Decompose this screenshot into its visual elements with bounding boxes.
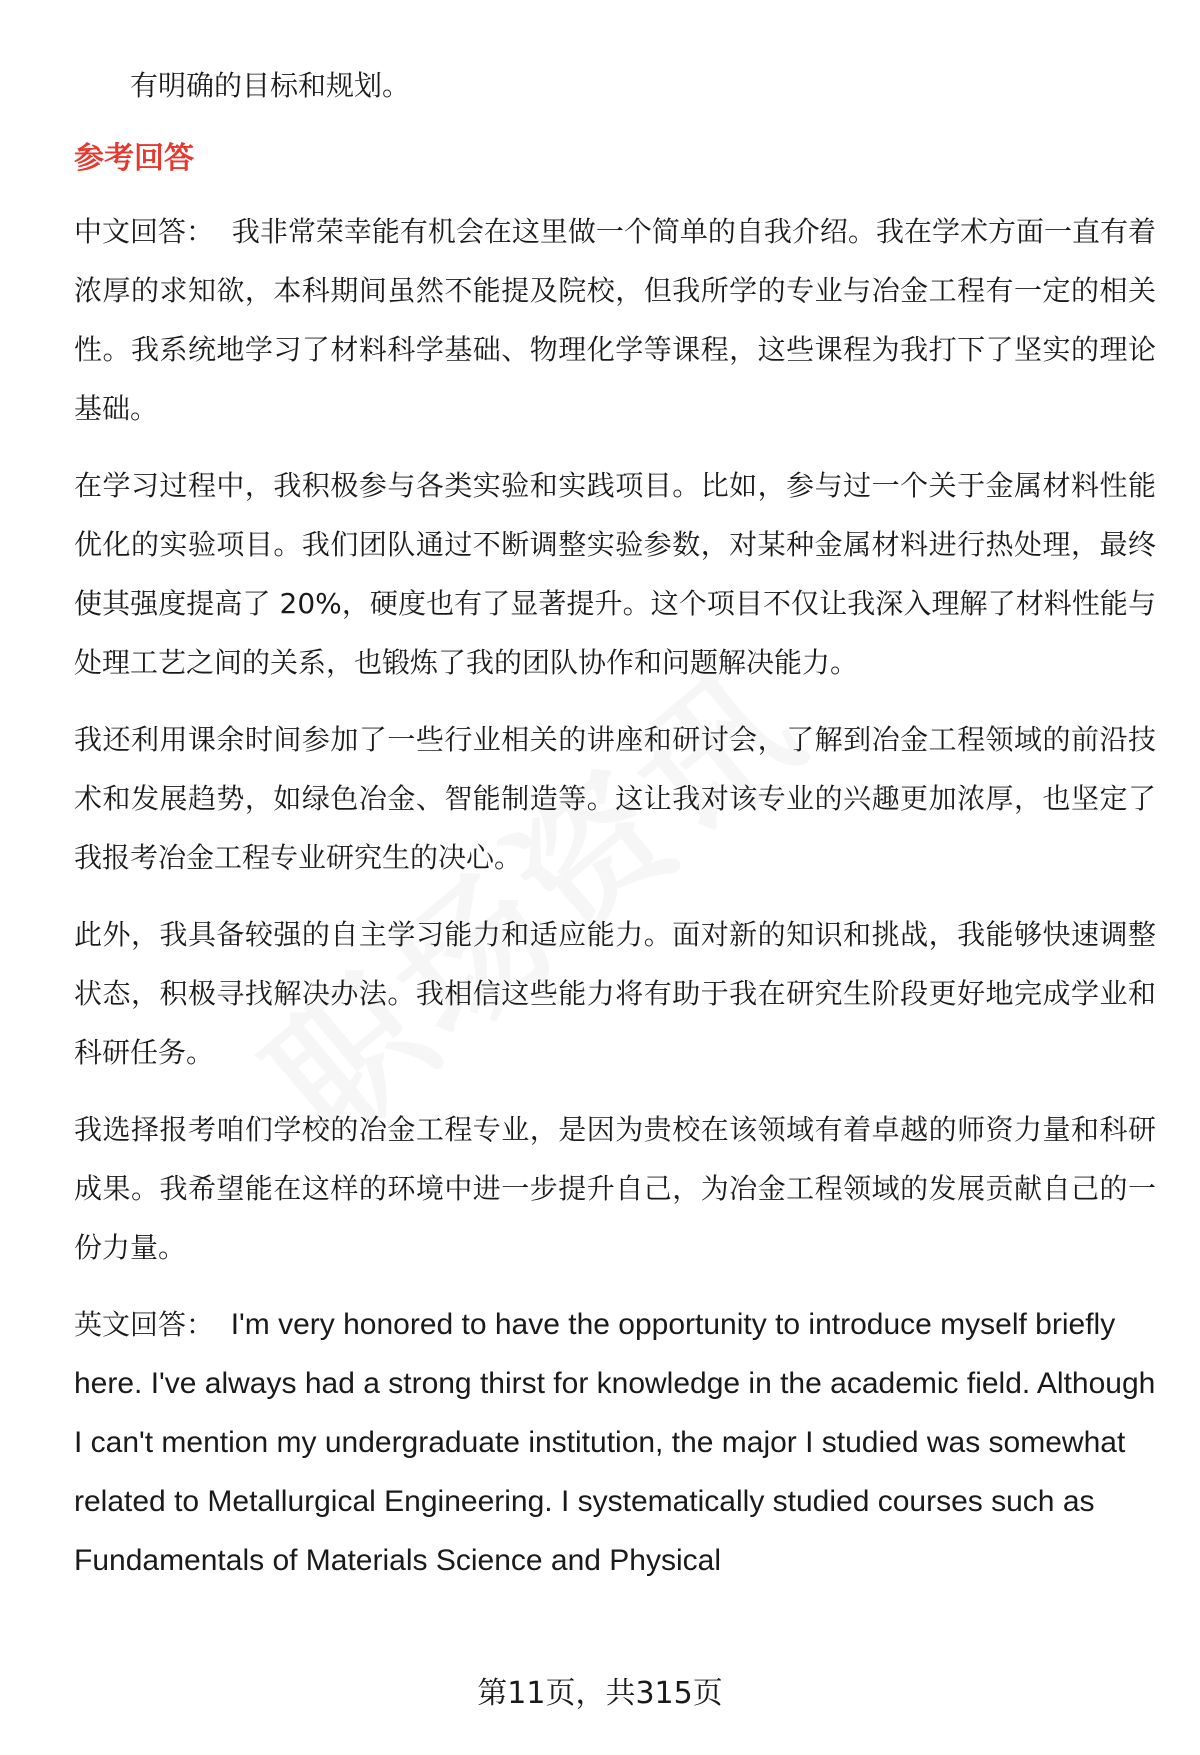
paragraph-zh-4: [74, 905, 1156, 1082]
paragraph-text: 此外，我具备较强的自主学习能力和适应能力。面对新的知识和挑战，我能够快速调整状态，积极寻找解决办法。我相信这些能力将有助于我在研究生阶段更好地完成学业和科研任务。: [74, 918, 1156, 1069]
lead-line: 有明确的目标和规划。: [130, 69, 411, 102]
paragraph-text: 我还利用课余时间参加了一些行业相关的讲座和研讨会，了解到冶金工程领域的前沿技术和发展趋势，如绿色冶金、智能制造等。这让我对该专业的兴趣更加浓厚，也坚定了我报考冶金工程专业研究生的决心。: [74, 723, 1156, 874]
paragraph-zh-3: [74, 710, 1156, 887]
paragraph-text: 我非常荣幸能有机会在这里做一个简单的自我介绍。我在学术方面一直有着浓厚的求知欲，本科期间虽然不能提及院校，但我所学的专业与冶金工程有一定的相关性。我系统地学习了材料科学基础、物理化学等课程，这些课程为我打下了坚实的理论基础。: [74, 215, 1156, 425]
paragraph-zh-2: [74, 456, 1156, 692]
section-heading-reference-answer: 参考回答: [74, 141, 194, 176]
paragraph-zh-1: [74, 202, 1156, 438]
paragraph-text: 我选择报考咱们学校的冶金工程专业，是因为贵校在该领域有着卓越的师资力量和科研成果。我希望能在这样的环境中进一步提升自己，为冶金工程领域的发展贡献自己的一份力量。: [74, 1113, 1156, 1264]
page-number-footer: 第11页，共315页: [0, 1672, 1200, 1716]
paragraph-en: [74, 1295, 1156, 1590]
paragraph-zh-5: [74, 1100, 1156, 1277]
paragraph-text: I'm very honored to have the opportunity to introduce myself briefly here. I've always had a strong thirst for knowledge in the academic field. Although I can't mention my undergraduate institution, the major I studied was somewhat related to Metallurgical Engineering. I systematically studied courses such as Fundamentals of Materials Science and Physical: [74, 1308, 1156, 1577]
paragraph-prefix-en: 英文回答：: [74, 1308, 215, 1341]
paragraph-prefix-zh: 中文回答：: [74, 215, 215, 248]
document-body: [74, 60, 1156, 1608]
paragraph-text: 在学习过程中，我积极参与各类实验和实践项目。比如，参与过一个关于金属材料性能优化的实验项目。我们团队通过不断调整实验参数，对某种金属材料进行热处理，最终使其强度提高了 20%，硬度也有了显著提升。这个项目不仅让我深入理解了材料性能与处理工艺之间的关系，也锻炼了我的团队协作和问题解决能力。: [74, 469, 1156, 679]
